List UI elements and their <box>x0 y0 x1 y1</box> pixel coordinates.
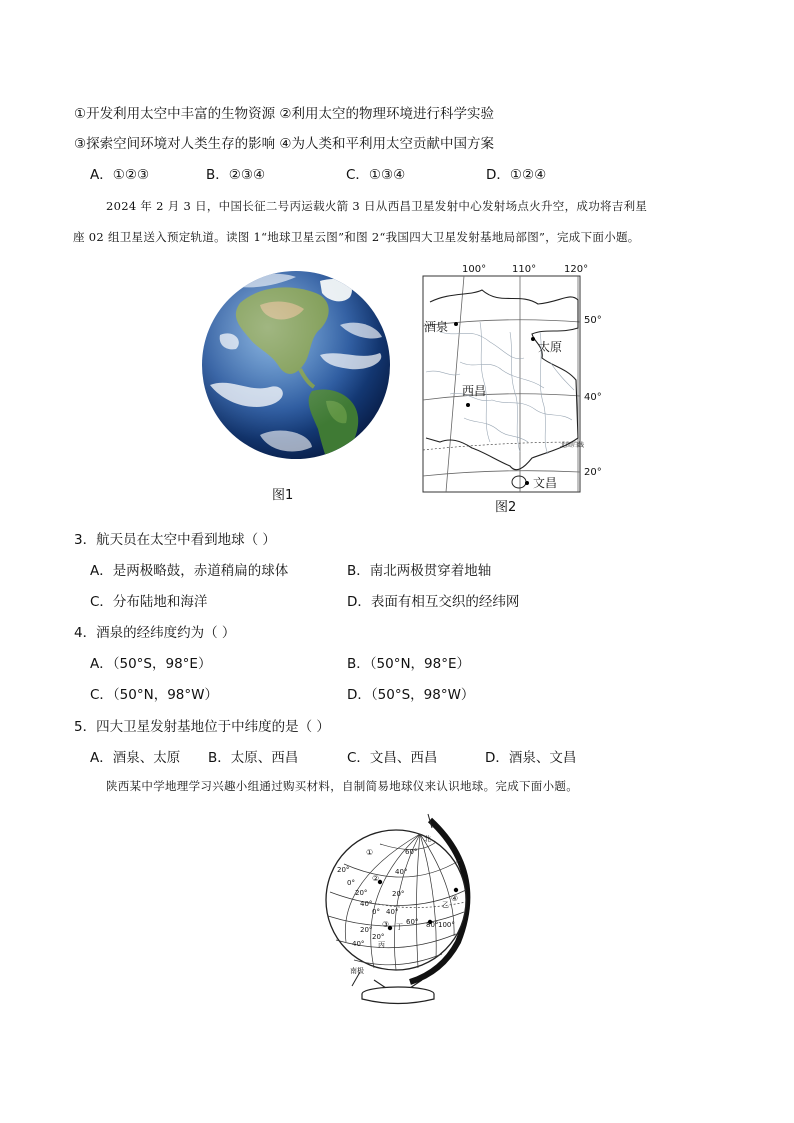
choice-c[interactable]: C．①③④ <box>346 167 406 183</box>
lon-label-110: 110° <box>512 264 537 275</box>
q5-option-a[interactable]: A．酒泉、太原 <box>90 750 181 766</box>
globe-label-20a: 20° <box>337 866 350 874</box>
globe-marker-1: ① <box>366 848 374 857</box>
choice-b[interactable]: B．②③④ <box>206 167 266 183</box>
figure-1-earth-image <box>200 265 392 481</box>
globe-marker-2: ② <box>372 874 380 883</box>
globe-label-yi: 乙 <box>442 901 449 909</box>
globe-label-20e: 20° <box>372 933 385 941</box>
globe-label-60a: 60° <box>405 848 418 856</box>
q5-option-b[interactable]: B．太原、西昌 <box>208 750 299 766</box>
q5-option-c[interactable]: C．文昌、西昌 <box>347 750 438 766</box>
q5-stem: 5．四大卫星发射基地位于中纬度的是（ ） <box>74 719 330 735</box>
q3-stem: 3．航天员在太空中看到地球（ ） <box>74 532 276 548</box>
q5-option-d[interactable]: D．酒泉、文昌 <box>485 750 577 766</box>
globe-label-40b: 40° <box>360 900 373 908</box>
choice-d[interactable]: D．①②④ <box>486 167 547 183</box>
globe-north-label: 北 <box>424 835 431 843</box>
globe-marker-4: ④ <box>451 894 459 903</box>
passage-1-line-1: 2024 年 2 月 3 日，中国长征二号丙运载火箭 3 日从西昌卫星发射中心发射场点火升空，成功将吉利星 <box>106 199 648 213</box>
globe-label-80: 80° <box>426 921 439 929</box>
globe-marker-3: ③ <box>382 920 390 929</box>
globe-label-0b: 0° <box>372 908 380 916</box>
globe-label-ding: 丁 <box>396 923 403 931</box>
q4-option-b[interactable]: B．（50°N，98°E） <box>347 656 470 672</box>
globe-label-60b: 60° <box>406 918 419 926</box>
globe-label-40d: 40° <box>352 940 365 948</box>
statement-line-2: ③探索空间环境对人类生存的影响 ④为人类和平利用太空贡献中国方案 <box>74 136 494 152</box>
q4-option-c[interactable]: C．（50°N，98°W） <box>90 687 218 703</box>
site-label-taiyuan: 太原 <box>538 340 563 354</box>
figure-2-map <box>420 262 612 494</box>
lat-label-20: 20° <box>584 467 602 478</box>
q3-option-c[interactable]: C．分布陆地和海洋 <box>90 594 208 610</box>
globe-label-20c: 20° <box>392 890 405 898</box>
figure-2-caption: 图2 <box>495 500 517 515</box>
lat-label-40: 40° <box>584 392 602 403</box>
q4-stem: 4．酒泉的经纬度约为（ ） <box>74 625 236 641</box>
statement-line-1: ①开发利用太空中丰富的生物资源 ②利用太空的物理环境进行科学实验 <box>74 106 494 122</box>
choice-a[interactable]: A．①②③ <box>90 167 150 183</box>
globe-label-20b: 20° <box>355 889 368 897</box>
globe-label-bing: 丙 <box>378 941 385 949</box>
globe-south-label: 南极 <box>350 967 364 975</box>
globe-label-20d: 20° <box>360 926 373 934</box>
lat-label-50: 50° <box>584 315 602 326</box>
q3-option-a[interactable]: A．是两极略鼓，赤道稍扁的球体 <box>90 563 289 579</box>
tropic-label: 北回归线 <box>560 442 585 449</box>
figure-1-caption: 图1 <box>272 488 294 503</box>
site-label-jiuquan: 酒泉 <box>424 320 449 334</box>
globe-label-40a: 40° <box>395 868 408 876</box>
passage-2: 陕西某中学地理学习兴趣小组通过购买材料，自制简易地球仪来认识地球。完成下面小题。 <box>106 779 578 793</box>
globe-label-40c: 40° <box>386 908 399 916</box>
passage-1-line-2: 座 02 组卫星送入预定轨道。读图 1“地球卫星云图”和图 2“我国四大卫星发射基地局部图”，完成下面小题。 <box>73 230 640 244</box>
globe-label-100: 100° <box>438 921 455 929</box>
lon-label-120: 120° <box>564 264 589 275</box>
q4-option-a[interactable]: A．（50°S，98°E） <box>90 656 212 672</box>
globe-label-0a: 0° <box>347 879 355 887</box>
q3-option-b[interactable]: B．南北两极贯穿着地轴 <box>347 563 492 579</box>
site-label-wenchang: 文昌 <box>533 476 558 490</box>
q3-option-d[interactable]: D．表面有相互交织的经纬网 <box>347 594 520 610</box>
site-label-xichang: 西昌 <box>462 384 487 398</box>
lon-label-100: 100° <box>462 264 487 275</box>
q4-option-d[interactable]: D．（50°S，98°W） <box>347 687 475 703</box>
